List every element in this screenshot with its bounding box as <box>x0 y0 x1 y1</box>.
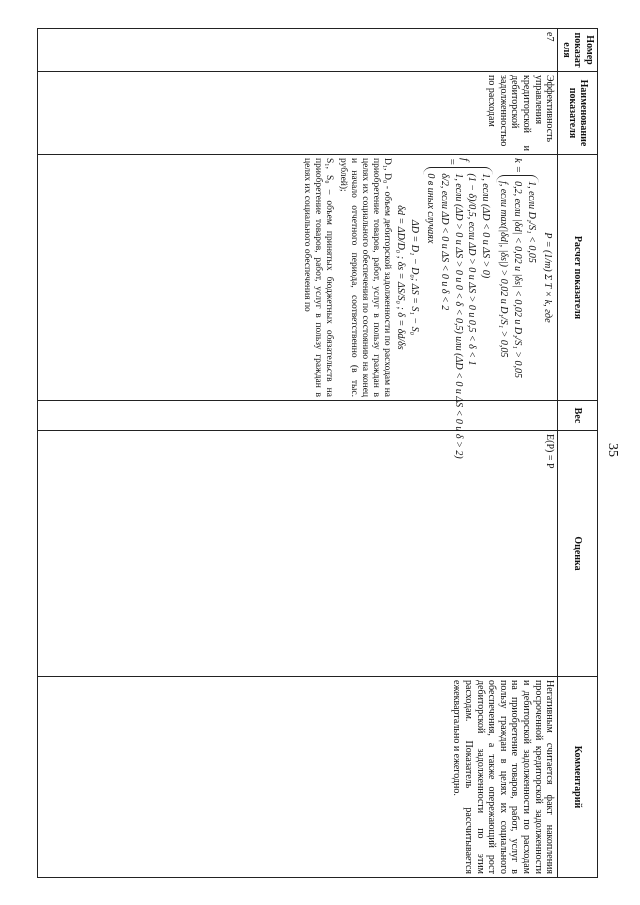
note-s: S₁, S₀ – объем принятых бюджетных обязательств на приобретение товаров, работ, услуг в пользу граждан в целях их социального обеспечения по <box>301 158 334 397</box>
header-calc: Расчет показателя <box>558 155 598 401</box>
k-brace <box>496 175 539 378</box>
header-comment: Комментарий <box>558 677 598 878</box>
f-line: (1 − δ)/0,5, если ΔD > 0 и ΔS > 0 и 0,5 < δ < 1 <box>466 173 478 366</box>
table-row <box>38 29 558 878</box>
row-number: е7 <box>38 29 558 72</box>
page-number: 35 <box>605 443 620 457</box>
f-definition <box>423 158 493 459</box>
header-eval: Оценка <box>558 431 598 677</box>
header-weight: Вес <box>558 401 598 431</box>
rotated-table-container <box>37 28 598 877</box>
f-label: f = <box>445 158 471 166</box>
f-line: δ/2, если ΔD < 0 и ΔS < 0 и δ < 2 <box>439 173 451 311</box>
formula-delta: ΔD = D₁ − D₀; ΔS = S₁ − S₀ <box>408 219 420 336</box>
header-name: Наименование показателя <box>558 72 598 155</box>
f-line: 1, если (ΔD < 0 и ΔS > 0) <box>479 173 491 279</box>
formula-p: P = (1/m) Σ T × k, где <box>542 232 554 323</box>
f-line: 1, если (ΔD > 0 и ΔS > 0 и 0 < δ < 0,5) или (ΔD < 0 и ΔS < 0 и δ > 2) <box>452 173 464 459</box>
k-definition <box>496 158 539 397</box>
k-line: 1, если D₁/S₁ < 0,05 <box>525 181 537 263</box>
indicator-table <box>37 28 598 878</box>
row-comment: Негативным считается факт накопления просроченной кредиторской задолженности и дебиторской задолженности по расходам на приобретение товаров, работ, услуг в пользу граждан в целях их социального обеспечения, а также опережающий рост дебиторской задолженности по этим расходам. Показатель рассчитывается ежеквартально и ежегодно. <box>38 677 558 878</box>
k-label: k = <box>511 158 524 174</box>
note-d: D₁, D₀ - объем дебиторской задолженности по расходам на приобретение товаров, работ, услуг в пользу граждан в целях их социального обеспечения по состоянию на конец и начало отчетного периода, соответственно (в тыс. рублей); <box>337 158 392 397</box>
f-line: 0 в иных случаях <box>425 173 437 244</box>
header-number: Номер показат еля <box>558 29 598 72</box>
k-line: 0,2, если |δd| < 0,02 и |δs| < 0,02 и D₁/S₁ > 0,05 <box>512 181 524 379</box>
k-line: f, если max(|δd|, |δs|) > 0,02 и D₁/S₁ > 0,05 <box>498 181 510 358</box>
row-name: Эффективность управления кредиторской и дебиторской задолженностью по расходам <box>38 72 558 155</box>
formula-ratio: δd = ΔD/D₀ ; δs = ΔS/S₀ ; δ = δd/δs <box>395 205 407 350</box>
row-eval: E(P) = P <box>38 431 558 677</box>
table-header-row <box>558 29 598 878</box>
f-brace <box>423 167 493 458</box>
